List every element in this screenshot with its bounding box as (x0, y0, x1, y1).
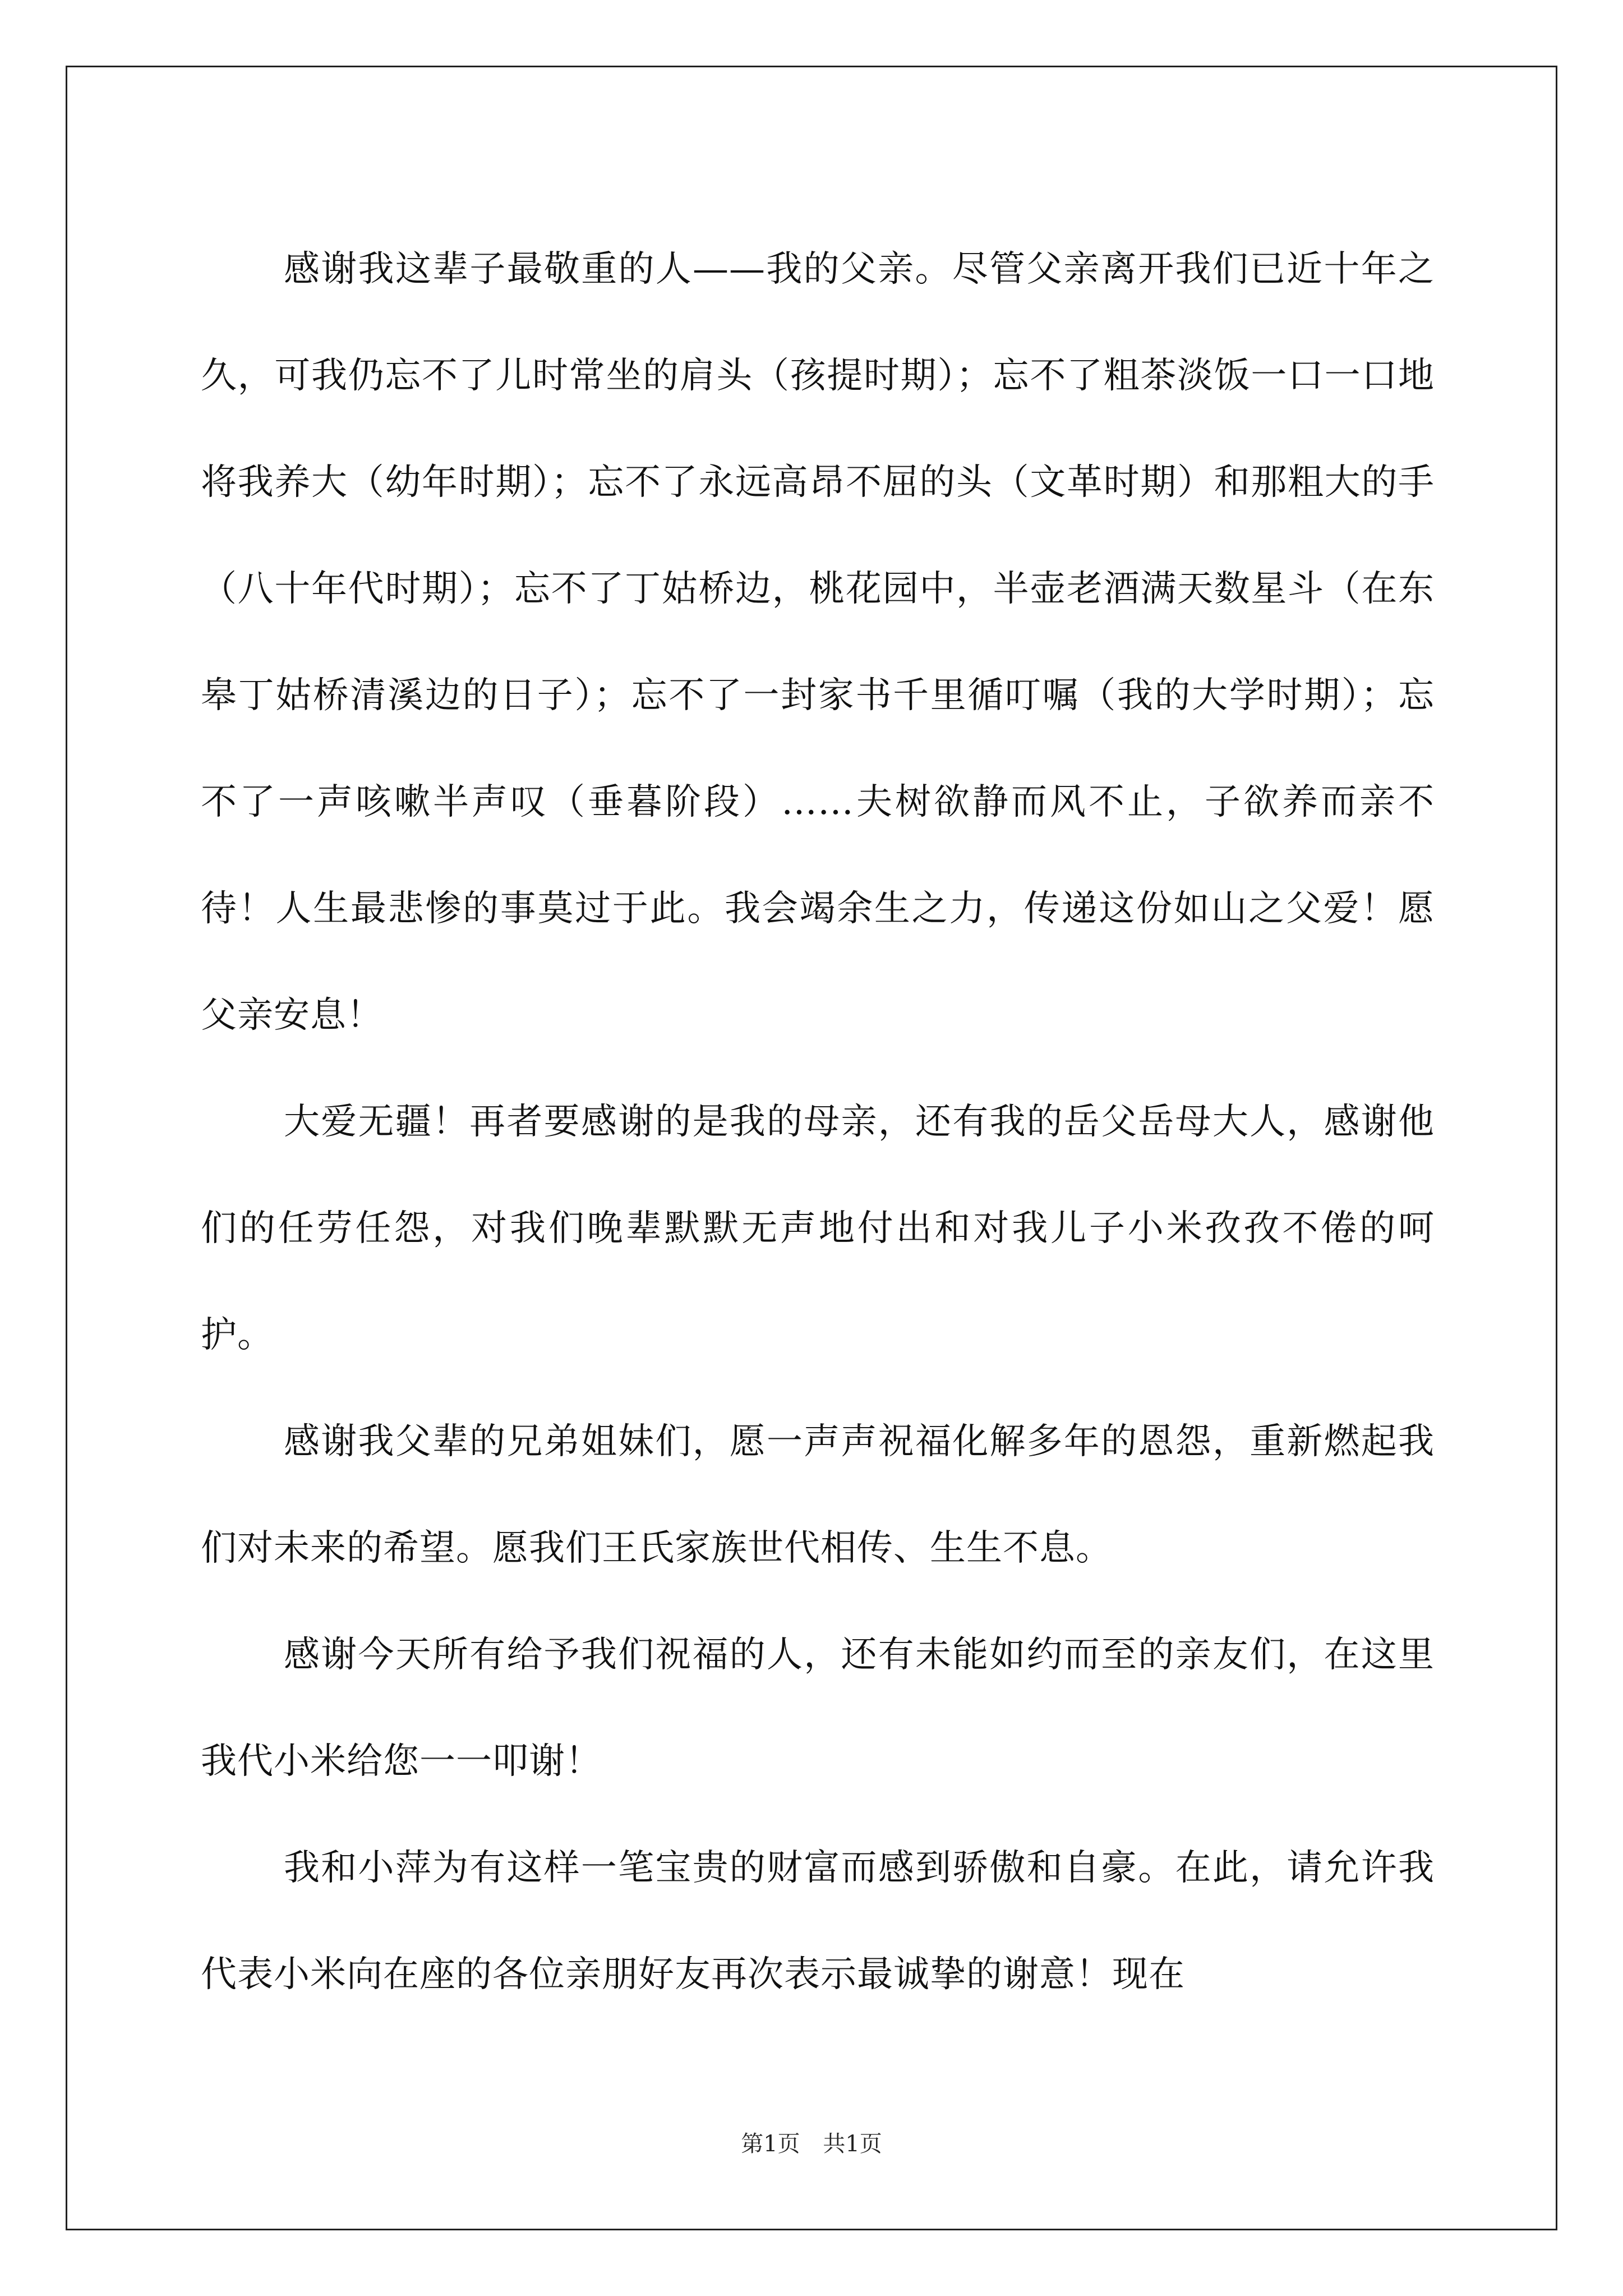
page-footer (0, 2126, 1623, 2158)
paragraph-closing: 我和小萍为有这样一笔宝贵的财富而感到骄傲和自豪。在此，请允许我代表小米向在座的各位亲朋好友再次表示最诚挚的谢意！现在 (201, 1847, 1435, 1995)
paragraph-relatives: 感谢我父辈的兄弟姐妹们，愿一声声祝福化解多年的恩怨，重新燃起我们对未来的希望。愿我们王氏家族世代相传、生生不息。 (201, 1421, 1435, 1569)
page-number-current: 第1页 (741, 2131, 800, 2157)
page-number-total: 共1页 (823, 2131, 882, 2157)
document-body (201, 216, 1435, 2028)
paragraph-guests: 感谢今天所有给予我们祝福的人，还有未能如约而至的亲友们，在这里我代小米给您一一叩谢！ (201, 1634, 1435, 1782)
paragraph-father: 感谢我这辈子最敬重的人——我的父亲。尽管父亲离开我们已近十年之久，可我仍忘不了儿时常坐的肩头（孩提时期）；忘不了粗茶淡饭一口一口地将我养大（幼年时期）；忘不了永远高昂不屈的头（文革时期）和那粗大的手（八十年代时期）；忘不了丁姑桥边，桃花园中，半壶老酒满天数星斗（在东皋丁姑桥清溪边的日子）；忘不了一封家书千里循叮嘱（我的大学时期）；忘不了一声咳嗽半声叹（垂暮阶段）……夫树欲静而风不止，子欲养而亲不待！人生最悲惨的事莫过于此。我会竭余生之力，传递这份如山之父爱！愿父亲安息！ (201, 249, 1435, 1036)
paragraph-mother: 大爱无疆！再者要感谢的是我的母亲，还有我的岳父岳母大人，感谢他们的任劳任怨，对我们晚辈默默无声地付出和对我儿子小米孜孜不倦的呵护。 (201, 1101, 1435, 1356)
